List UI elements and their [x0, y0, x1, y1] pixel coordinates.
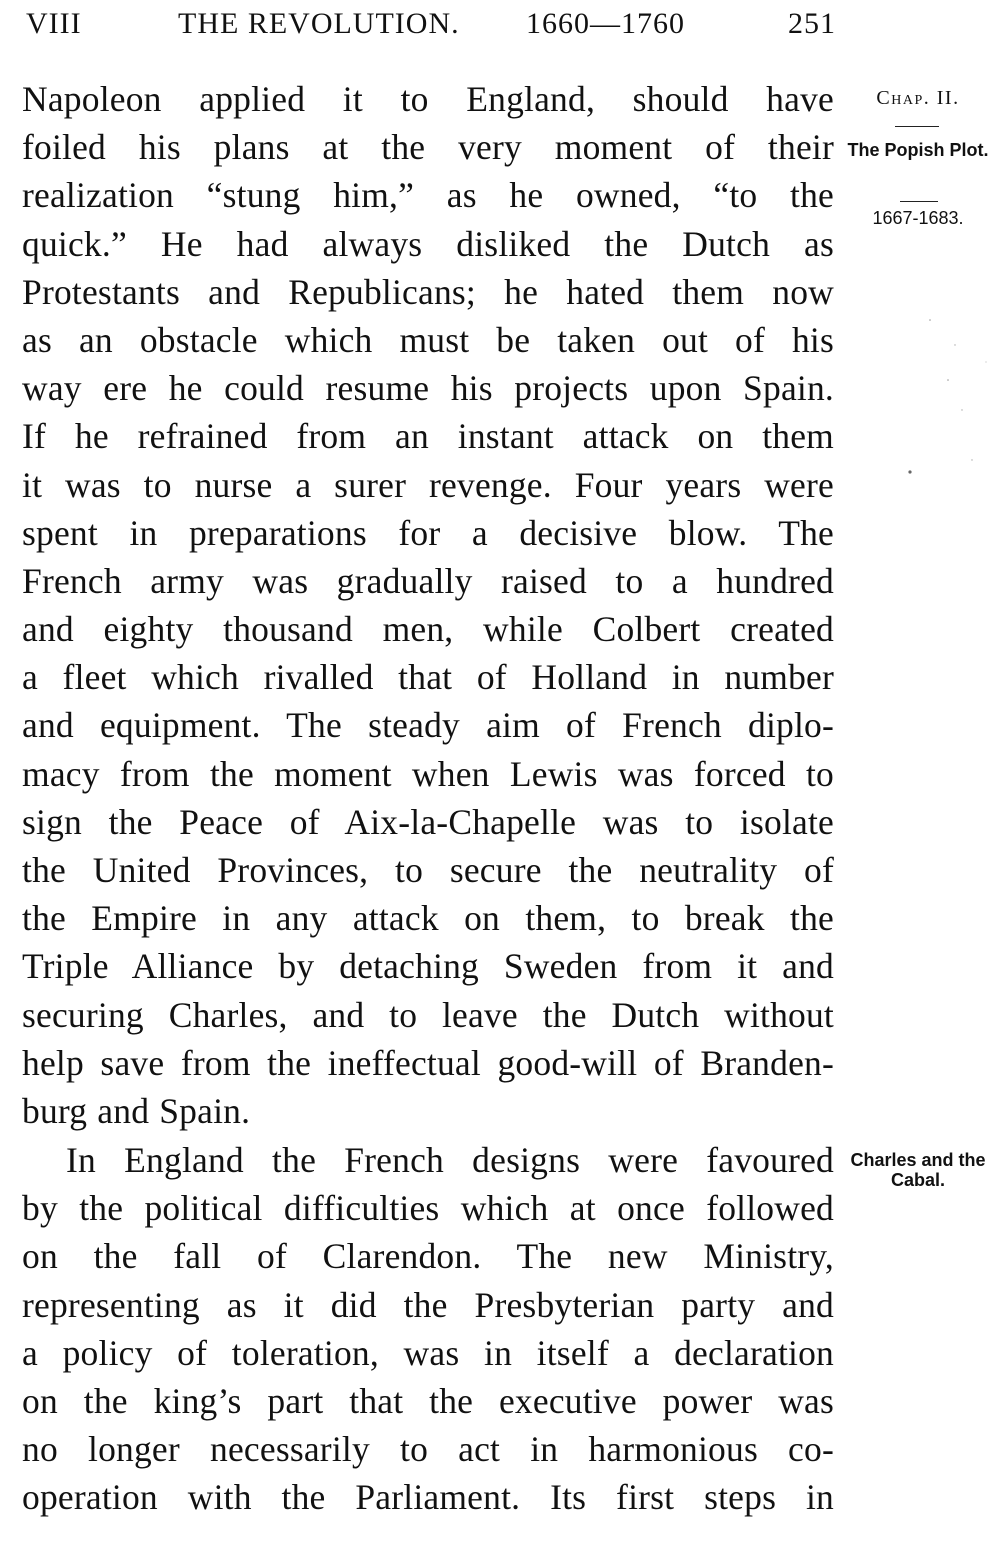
- paragraph-2: [22, 1136, 834, 1522]
- running-header: [26, 4, 836, 44]
- text-line: a fleet which rivalled that of Holland in number: [22, 657, 834, 698]
- text-line: If he refrained from an instant attack on them: [22, 416, 834, 457]
- text-line: way ere he could resume his projects upon Spain.: [22, 368, 834, 409]
- margin-chapter-label: Chap. II.: [876, 87, 960, 109]
- text-line: the United Provinces, to secure the neutrality of: [22, 850, 834, 890]
- text-line: Napoleon applied it to England, should have: [22, 79, 834, 119]
- text-line: realization “stung him,” as he owned, “to the: [22, 175, 834, 216]
- text-line: French army was gradually raised to a hundred: [22, 560, 834, 601]
- running-title: THE REVOLUTION.: [178, 7, 460, 40]
- text-line: no longer necessarily to act in harmonious co-: [22, 1429, 834, 1470]
- margin-section-title-charles-cabal: Charles and the Cabal.: [850, 1150, 986, 1190]
- text-line: operation with the Parliament. Its first steps in: [22, 1477, 834, 1518]
- text-line: the Empire in any attack on them, to break the: [22, 898, 834, 939]
- margin-section-years: 1667-1683.: [872, 208, 964, 228]
- text-line: In England the French designs were favoured: [66, 1140, 834, 1180]
- text-line: Triple Alliance by detaching Sweden from it and: [22, 946, 834, 987]
- text-line: as an obstacle which must be taken out of his: [22, 319, 834, 360]
- text-line: securing Charles, and to leave the Dutch without: [22, 994, 834, 1035]
- text-line: foiled his plans at the very moment of their: [22, 127, 834, 168]
- text-line: a policy of toleration, was in itself a declaration: [22, 1332, 834, 1373]
- paper-speckle-decoration: [900, 300, 1000, 500]
- text-line: sign the Peace of Aix-la-Chapelle was to isolate: [22, 801, 834, 842]
- text-line: quick.” He had always disliked the Dutch as: [22, 223, 834, 264]
- text-line: Protestants and Republicans; he hated them now: [22, 271, 834, 312]
- text-line: on the fall of Clarendon. The new Ministry,: [22, 1236, 834, 1277]
- margin-rule: [895, 126, 939, 127]
- text-line: by the political difficulties which at once followed: [22, 1188, 834, 1229]
- text-line: representing as it did the Presbyterian party and: [22, 1284, 834, 1325]
- margin-rule: [900, 201, 938, 202]
- text-line: it was to nurse a surer revenge. Four years were: [22, 464, 834, 505]
- text-line: spent in preparations for a decisive blow. The: [22, 512, 834, 553]
- text-line: on the king’s part that the executive power was: [22, 1380, 834, 1421]
- text-line: and eighty thousand men, while Colbert created: [22, 609, 834, 650]
- paragraph-1: [22, 75, 834, 1135]
- text-line: help save from the ineffectual good-will of Branden-: [22, 1042, 834, 1083]
- margin-section-title-popish-plot: The Popish Plot.: [847, 140, 989, 160]
- text-line: burg and Spain.: [22, 1090, 251, 1131]
- text-line: and equipment. The steady aim of French diplo-: [22, 705, 834, 746]
- page-number: 251: [788, 7, 836, 40]
- chapter-numeral: VIII: [26, 7, 82, 40]
- text-line: macy from the moment when Lewis was forced to: [22, 753, 834, 794]
- running-dates: 1660—1760: [526, 7, 685, 40]
